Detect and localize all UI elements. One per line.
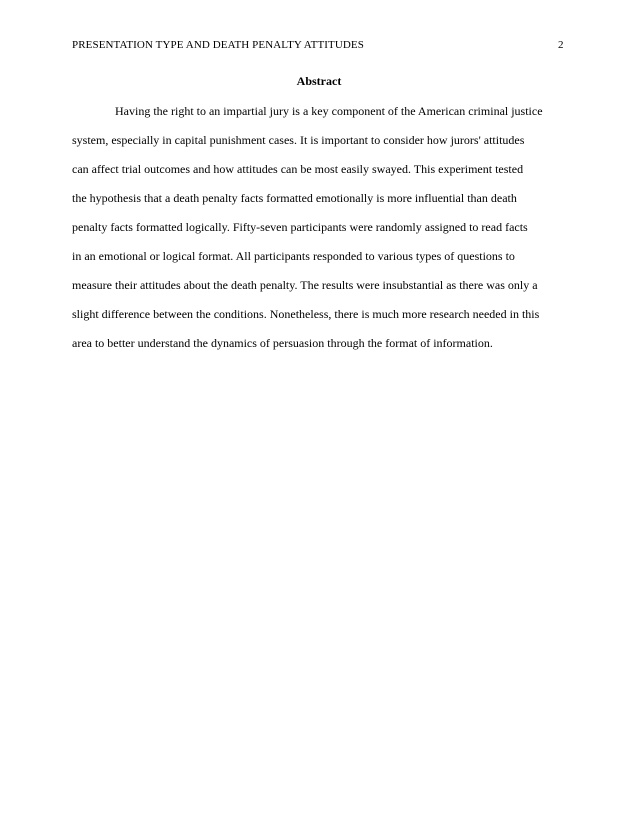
abstract-line: Having the right to an impartial jury is a key component of the American criminal justice bbox=[115, 104, 543, 118]
abstract-line: system, especially in capital punishment cases. It is important to consider how jurors' attitudes bbox=[72, 133, 525, 147]
abstract-paragraph bbox=[72, 97, 566, 358]
abstract-heading: Abstract bbox=[296, 74, 342, 88]
abstract-line: measure their attitudes about the death penalty. The results were insubstantial as there was only a bbox=[72, 278, 538, 292]
running-head: PRESENTATION TYPE AND DEATH PENALTY ATTITUDES bbox=[72, 39, 364, 51]
page-number: 2 bbox=[558, 39, 564, 51]
abstract-line: slight difference between the conditions. Nonetheless, there is much more research needed in this bbox=[72, 307, 540, 321]
abstract-line: area to better understand the dynamics of persuasion through the format of information. bbox=[72, 336, 493, 350]
abstract-line: the hypothesis that a death penalty facts formatted emotionally is more influential than death bbox=[72, 191, 517, 205]
abstract-line: can affect trial outcomes and how attitudes can be most easily swayed. This experiment tested bbox=[72, 162, 524, 176]
abstract-line: in an emotional or logical format. All participants responded to various types of questions to bbox=[72, 249, 515, 263]
abstract-line: penalty facts formatted logically. Fifty-seven participants were randomly assigned to read facts bbox=[72, 220, 528, 234]
